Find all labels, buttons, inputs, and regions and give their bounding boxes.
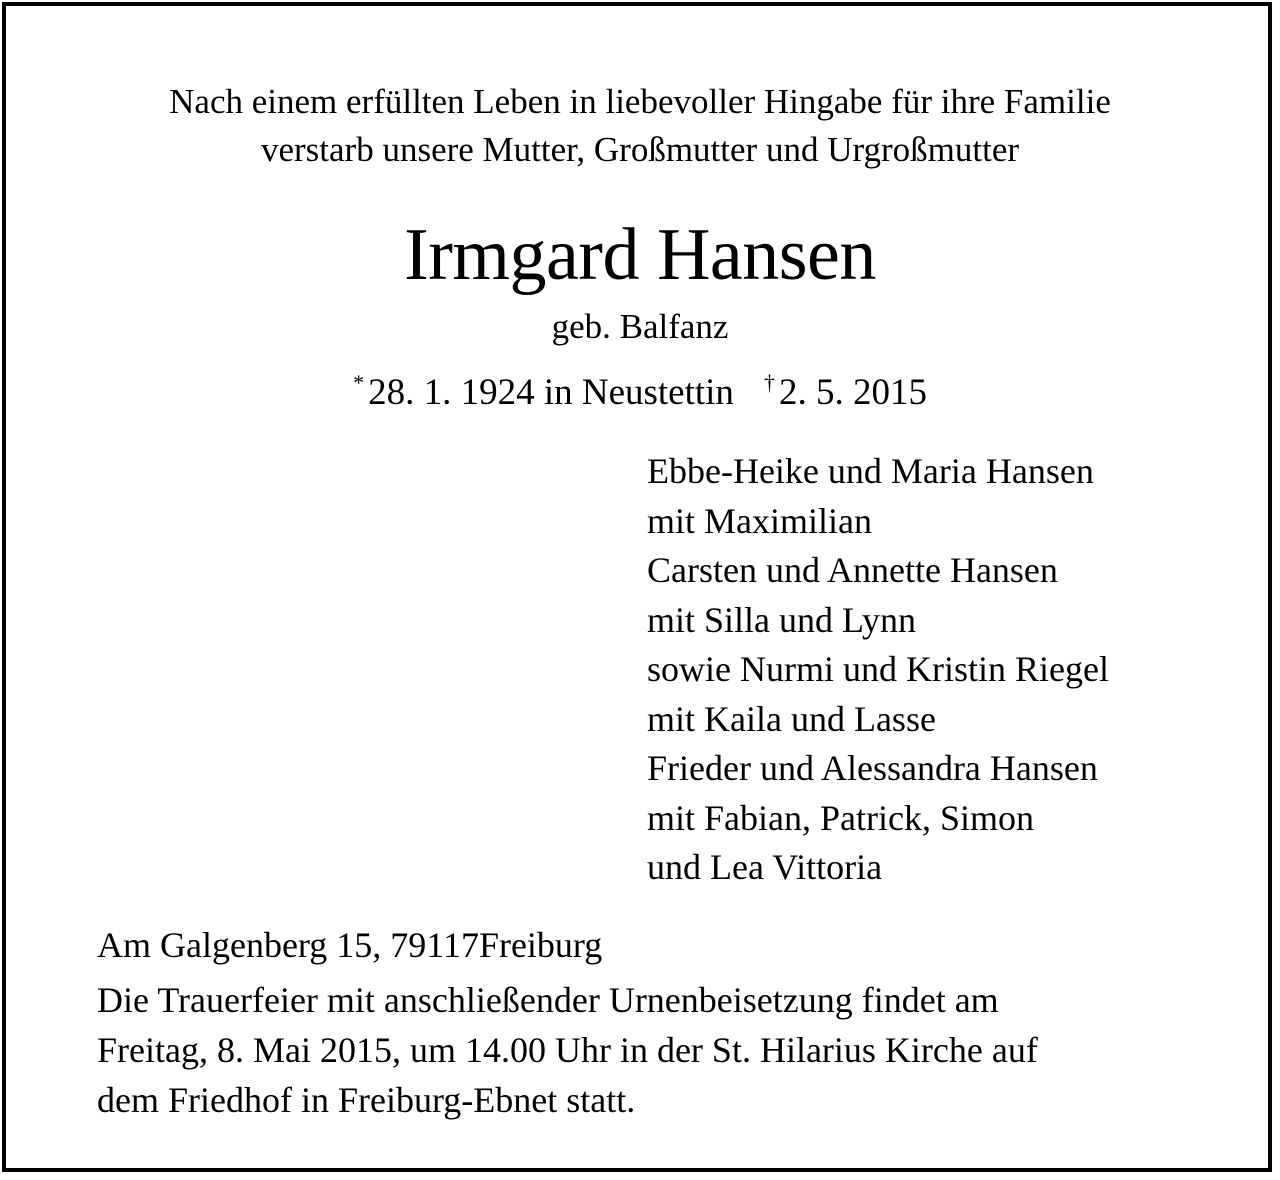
death-symbol: † [763, 370, 775, 395]
service-line: Freitag, 8. Mai 2015, um 14.00 Uhr in der St. Hilarius Kirche auf [97, 1030, 1038, 1070]
life-dates [0, 358, 1280, 418]
intro-text [0, 78, 1280, 174]
mourner-line: mit Maximilian [647, 500, 872, 541]
intro-line: Nach einem erfüllten Leben in liebevoller Hingabe für ihre Familie [169, 82, 1111, 121]
mourner-line: und Lea Vittoria [647, 847, 883, 887]
funeral-service-info [97, 975, 1038, 1125]
mourner-line: Carsten und Annette Hansen [647, 550, 1058, 590]
mourner-line: sowie Nurmi und Kristin Riegel [647, 649, 1109, 689]
mourner-line: Frieder und Alessandra Hansen [647, 748, 1098, 788]
mourner-line: mit Fabian, Patrick, Simon [647, 797, 1034, 838]
mourners-list [647, 447, 1109, 893]
birth-date: 28. 1. 1924 in Neustettin [368, 372, 734, 413]
birth-symbol: * [353, 370, 365, 395]
service-line: Die Trauerfeier mit anschließender Urnenbeisetzung findet am [97, 980, 999, 1020]
intro-line: verstarb unsere Mutter, Großmutter und Urgroßmutter [260, 130, 1020, 169]
maiden-name: geb. Balfanz [551, 307, 729, 346]
death-date: 2. 5. 2015 [778, 372, 927, 413]
deceased-name: Irmgard Hansen [404, 214, 876, 296]
mourner-line: mit Kaila und Lasse [647, 698, 936, 739]
mourner-line: mit Silla und Lynn [647, 599, 917, 640]
family-address: Am Galgenberg 15, 79117Freiburg [97, 925, 603, 965]
service-line: dem Friedhof in Freiburg-Ebnet statt. [97, 1080, 636, 1120]
mourner-line: Ebbe-Heike und Maria Hansen [647, 451, 1094, 491]
